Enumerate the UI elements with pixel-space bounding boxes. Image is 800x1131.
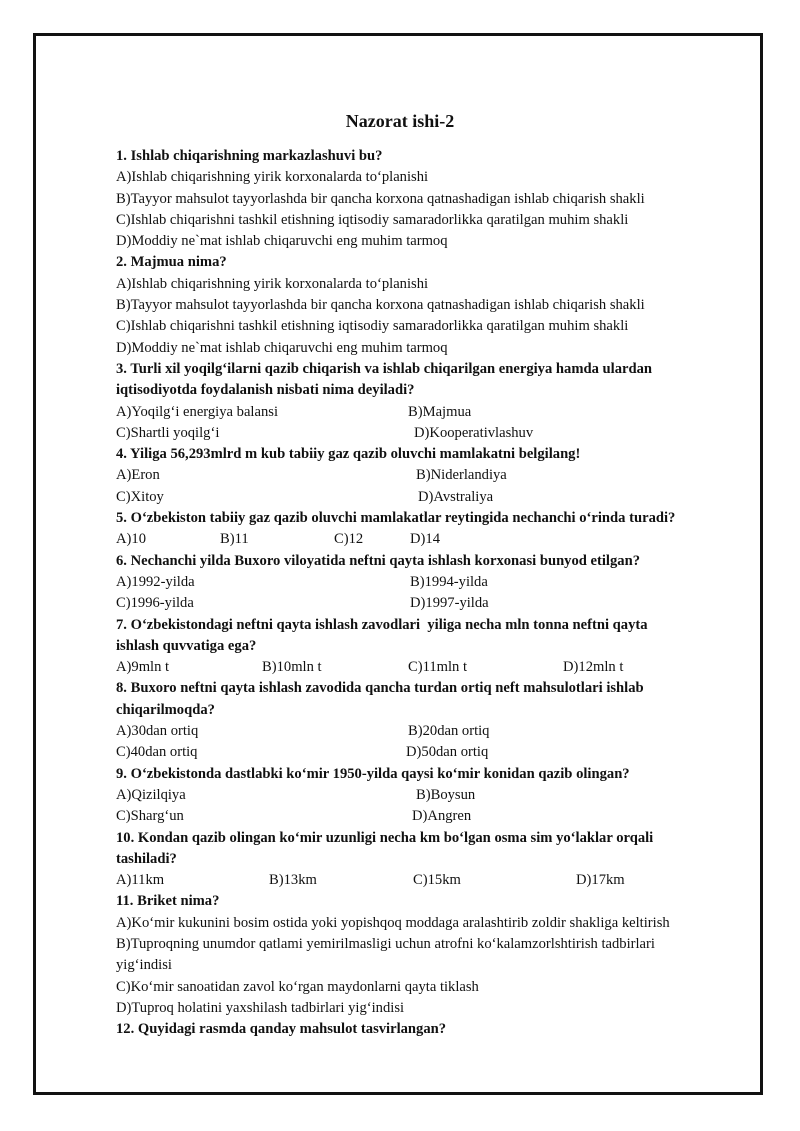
q9-option-a: A)Qizilqiya bbox=[116, 786, 186, 803]
q7-options-row bbox=[116, 657, 756, 678]
question-7-line-2: ishlash quvvatiga ega? bbox=[116, 637, 257, 654]
q8-options-row-2 bbox=[116, 742, 756, 763]
q10-option-a: A)11km bbox=[116, 872, 165, 889]
q10-option-d: D)17km bbox=[576, 872, 625, 889]
q8-options-row-1 bbox=[116, 721, 756, 742]
q3-options-row-1 bbox=[116, 402, 756, 423]
q7-option-d: D)12mln t bbox=[563, 659, 624, 676]
q4-options-row-1 bbox=[116, 465, 756, 486]
q2-option-c: C)Ishlab chiqarishni tashkil etishning iqtisodiy samaradorlikka qaratilgan muhim shakli bbox=[116, 318, 629, 335]
q3-option-b: B)Majmua bbox=[408, 403, 472, 420]
q9-option-c: C)Sharg‘un bbox=[116, 808, 184, 825]
question-10-line-1: 10. Kondan qazib olingan ko‘mir uzunligi necha km bo‘lgan osma sim yo‘laklar orqali bbox=[116, 829, 654, 846]
q6-option-a: A)1992-yilda bbox=[116, 573, 195, 590]
question-4: 4. Yiliga 56,293mlrd m kub tabiiy gaz qazib oluvchi mamlakatni belgilang! bbox=[116, 446, 581, 463]
q7-option-c: C)11mln t bbox=[408, 659, 468, 676]
q11-option-c: C)Ko‘mir sanoatidan zavol ko‘rgan maydonlarni qayta tiklash bbox=[116, 978, 479, 995]
q5-option-d: D)14 bbox=[410, 531, 440, 548]
q3-option-d: D)Kooperativlashuv bbox=[414, 424, 534, 441]
question-5: 5. O‘zbekiston tabiiy gaz qazib oluvchi mamlakatlar reytingida nechanchi o‘rinda turadi? bbox=[116, 510, 676, 527]
q5-option-b: B)11 bbox=[220, 531, 249, 548]
question-1: 1. Ishlab chiqarishning markazlashuvi bu? bbox=[116, 148, 383, 164]
q2-option-d: D)Moddiy ne`mat ishlab chiqaruvchi eng muhim tarmoq bbox=[116, 339, 448, 356]
q8-option-a: A)30dan ortiq bbox=[116, 723, 199, 740]
q11-option-b-line-1: B)Tuproqning unumdor qatlami yemirilmasligi uchun atrofni ko‘kalamzorlshtirish tadbirlari bbox=[116, 935, 655, 952]
q11-option-b-line-2: yig‘indisi bbox=[116, 957, 172, 974]
q9-options-row-2 bbox=[116, 806, 756, 827]
q11-option-a: A)Ko‘mir kukunini bosim ostida yoki yopishqoq moddaga aralashtirib zoldir shakliga keltirish bbox=[116, 914, 670, 931]
q5-options-row bbox=[116, 529, 756, 550]
q8-option-b: B)20dan ortiq bbox=[408, 723, 490, 740]
question-8-line-2: chiqarilmoqda? bbox=[116, 701, 215, 718]
q4-option-d: D)Avstraliya bbox=[418, 488, 494, 505]
q4-options-row-2 bbox=[116, 487, 756, 508]
q10-options-row bbox=[116, 870, 756, 891]
q4-option-c: C)Xitoy bbox=[116, 488, 164, 505]
q7-option-b: B)10mln t bbox=[262, 659, 322, 676]
q6-option-b: B)1994-yilda bbox=[410, 573, 488, 590]
q1-option-b: B)Tayyor mahsulot tayyorlashda bir qancha korxona qatnashadigan ishlab chiqarish shakli bbox=[116, 190, 645, 207]
question-6: 6. Nechanchi yilda Buxoro viloyatida neftni qayta ishlash korxonasi bunyod etilgan? bbox=[116, 552, 640, 569]
q3-option-c: C)Shartli yoqilg‘i bbox=[116, 424, 220, 441]
q11-option-d: D)Tuproq holatini yaxshilash tadbirlari yig‘indisi bbox=[116, 999, 405, 1016]
question-3-line-1: 3. Turli xil yoqilg‘ilarni qazib chiqarish va ishlab chiqarilgan energiya hamda ulardan bbox=[116, 360, 653, 377]
question-12: 12. Quyidagi rasmda qanday mahsulot tasvirlangan? bbox=[116, 1021, 447, 1038]
q6-option-c: C)1996-yilda bbox=[116, 595, 194, 612]
question-10-line-2: tashiladi? bbox=[116, 850, 177, 867]
q2-option-b: B)Tayyor mahsulot tayyorlashda bir qancha korxona qatnashadigan ishlab chiqarish shakli bbox=[116, 297, 645, 314]
question-8-line-1: 8. Buxoro neftni qayta ishlash zavodida qancha turdan ortiq neft mahsulotlari ishlab bbox=[116, 680, 644, 697]
q8-option-d: D)50dan ortiq bbox=[406, 744, 489, 761]
q9-option-b: B)Boysun bbox=[416, 786, 476, 803]
q6-options-row-2 bbox=[116, 593, 756, 614]
question-9: 9. O‘zbekistonda dastlabki ko‘mir 1950-yilda qaysi ko‘mir konidan qazib olingan? bbox=[116, 765, 630, 782]
page-title: Nazorat ishi-2 bbox=[345, 111, 455, 131]
question-11: 11. Briket nima? bbox=[116, 893, 220, 910]
q9-option-d: D)Angren bbox=[412, 808, 472, 825]
q5-option-c: C)12 bbox=[334, 531, 364, 548]
q2-option-a: A)Ishlab chiqarishning yirik korxonalarda to‘planishi bbox=[116, 275, 429, 292]
q4-option-a: A)Eron bbox=[116, 467, 160, 484]
q3-option-a: A)Yoqilg‘i energiya balansi bbox=[116, 403, 278, 420]
q3-options-row-2 bbox=[116, 423, 756, 444]
q10-option-c: C)15km bbox=[413, 872, 461, 889]
q1-option-a: A)Ishlab chiqarishning yirik korxonalarda to‘planishi bbox=[116, 169, 429, 186]
question-3-line-2: iqtisodiyotda foydalanish nisbati nima deyiladi? bbox=[116, 382, 415, 399]
question-list bbox=[116, 146, 756, 1040]
q8-option-c: C)40dan ortiq bbox=[116, 744, 198, 761]
q6-options-row-1 bbox=[116, 572, 756, 593]
question-2: 2. Majmua nima? bbox=[116, 254, 227, 271]
q1-option-d: D)Moddiy ne`mat ishlab chiqaruvchi eng muhim tarmoq bbox=[116, 233, 448, 250]
question-7-line-1: 7. O‘zbekistondagi neftni qayta ishlash zavodlari yiliga necha mln tonna neftni qayta bbox=[116, 616, 648, 633]
q1-option-c: C)Ishlab chiqarishni tashkil etishning iqtisodiy samaradorlikka qaratilgan muhim shakli bbox=[116, 211, 629, 228]
q9-options-row-1 bbox=[116, 785, 756, 806]
q10-option-b: B)13km bbox=[269, 872, 317, 889]
q7-option-a: A)9mln t bbox=[116, 659, 170, 676]
q6-option-d: D)1997-yilda bbox=[410, 595, 489, 612]
q4-option-b: B)Niderlandiya bbox=[416, 467, 507, 484]
q5-option-a: A)10 bbox=[116, 531, 146, 548]
